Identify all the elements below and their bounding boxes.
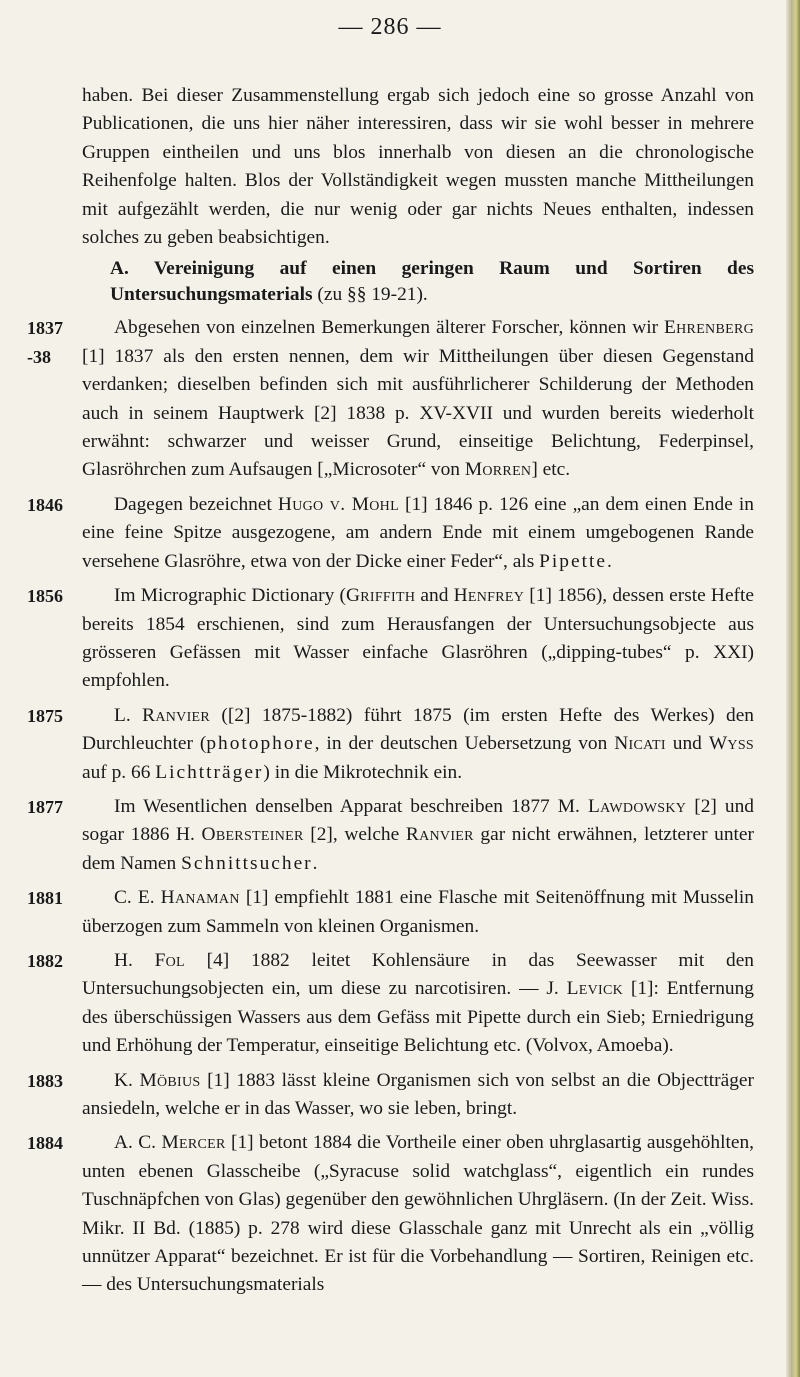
entry-text-run: gar nicht erwähnen, letzterer unter dem Namen [82, 824, 755, 874]
author-name: Levick [566, 978, 624, 1000]
entry-text-run: und [665, 733, 709, 755]
entry-text-run: . [312, 852, 318, 874]
entry-text [82, 793, 754, 878]
author-name: Nicati [614, 733, 666, 755]
entry-1877 [27, 793, 755, 878]
entry-text [82, 947, 754, 1061]
entry-1875 [27, 702, 754, 787]
section-ref: (zu §§ 19-21). [317, 284, 428, 306]
entry-text-run: Im Wesentlichen denselben Apparat beschreiben 1877 M. [114, 795, 588, 817]
entry-text-run: Abgesehen von einzelnen Bemerkungen älterer Forscher, können wir [114, 317, 664, 339]
entry-text [82, 314, 754, 484]
entry-text-run: ) in die Mikrotechnik ein. [263, 761, 463, 783]
entry-text-run: [1] 1837 als den ersten nennen, dem wir Mittheilungen über diesen Gegenstand verdanken; dieselben befinden sich mit ausführlicherer Schilderung der Methoden auch in seinem Hauptwerk [2] 1838 p. XV-XVII und wurden bereits wiederholt erwähnt: schwarzer und weisser Grund, einseitige Belichtung, Federpinsel, Glasröhrchen zum Aufsaugen [„Microsoter“ von [82, 345, 754, 481]
author-name: Wyss [708, 733, 754, 755]
author-name: Hugo v. Mohl [277, 493, 399, 515]
entry-text-run: [1] betont 1884 die Vortheile einer oben uhrglasartig ausgehöhlten, unten ebenen Glasscheibe („Syracuse solid watchglass“, eigentlich ein rundes Tuschnäpfchen von Glas) gegenüber den gewöhnlichen Uhrgläsern. (In der Zeit. Wiss. Mikr. II Bd. (1885) p. 278 wird diese Glasschale ganz mit Unrecht als ein „völlig unnützer Apparat“ bezeichnet. Er ist für die Vorbehandlung — Sortiren, Reinigen etc. — des Untersuchungsmaterials [82, 1132, 754, 1296]
entry-text-run: [2], welche [303, 824, 406, 846]
entry-text-run: [4] 1882 leitet Kohlensäure in das Seewasser mit den Untersuchungsobjecten ein, um diese zu narcotisiren. — J. [82, 949, 754, 1000]
author-name: Hanaman [160, 887, 240, 909]
entry-text [82, 1129, 754, 1299]
entries-list [27, 314, 755, 1299]
intro-paragraph: haben. Bei dieser Zusammenstellung ergab sich jedoch eine so grosse Anzahl von Publicationen, die uns hier näher interessiren, dass wir sie wohl besser in mehrere Gruppen eintheilen und uns blos innerhalb von diesen an die chronologische Reihenfolge halten. Blos der Vollständigkeit wegen mussten manche Mittheilungen mit aufgezählt werden, die nur wenig oder gar nichts Neues enthalten, indessen solches zu geben beabsichtigen. [82, 85, 754, 249]
entry-year: 1884 [27, 1133, 63, 1154]
author-name: Fol [154, 949, 185, 971]
entry-year: 1881 [27, 888, 63, 909]
author-name: Möbius [139, 1069, 201, 1091]
entry-text [82, 702, 754, 787]
section-title: A. Vereinigung auf einen geringen Raum und Sortiren des Untersuchungsmaterials [110, 258, 754, 306]
entry-text-run: auf p. 66 [82, 761, 156, 783]
entry-text-run: [1]: Entfernung des überschüssigen Wassers aus dem Gefäss mit Pipette durch ein Sieb; Erniedrigung und Erhöhung der Temperatur, einseitige Belichtung etc. (Volvox, Amoeba). [82, 978, 755, 1057]
author-name: Ranvier [405, 824, 474, 846]
entry-text-run: [1] empfiehlt 1881 eine Flasche mit Seitenöffnung mit Musselin überzogen zum Sammeln von kleinen Organismen. [82, 887, 755, 937]
spaced-term: photophore [206, 733, 315, 755]
entry-text-run: C. E. [114, 887, 161, 909]
entry-text-run: , in der deutschen Uebersetzung von [314, 733, 615, 755]
spaced-term: Lichtträger [155, 761, 264, 783]
entry-1882 [27, 947, 755, 1061]
author-name: Ehrenberg [664, 317, 754, 339]
body-text [27, 82, 755, 1300]
entry-text-run: L. [114, 704, 143, 726]
entry-year: 1875 [27, 705, 63, 726]
entry-year: 1882 [27, 950, 63, 971]
entry-text [82, 884, 754, 941]
author-name: Henfrey [453, 585, 525, 607]
entry-year: 1837 -38 [27, 318, 63, 367]
entry-text [82, 582, 754, 696]
author-name: Ranvier [142, 704, 211, 726]
entry-year: 1856 [27, 586, 63, 607]
entry-text-run: Im Micrographic Dictionary ( [114, 585, 346, 607]
entry-text-run: ] etc. [531, 459, 571, 481]
author-name: Griffith [345, 585, 416, 607]
entry-text [82, 1067, 754, 1124]
entry-text-run: ([2] 1875-1882) führt 1875 (im ersten Hefte des Werkes) den Durchleuchter ( [82, 704, 754, 755]
entry-text-run: K. [114, 1069, 140, 1091]
entry-year: 1877 [27, 796, 63, 817]
section-heading [82, 256, 754, 308]
spaced-term: Schnittsucher [181, 852, 313, 874]
entry-1856 [27, 582, 754, 696]
page-number: — 286 — [338, 14, 442, 40]
entry-text-run: [2] und sogar 1886 H. [82, 795, 754, 846]
entry-year: 1883 [27, 1070, 63, 1091]
author-name: Mercer [161, 1132, 226, 1154]
spaced-term: Pipette [539, 550, 607, 572]
entry-1883 [27, 1067, 754, 1124]
entry-text-run: [1] 1846 p. 126 eine „an dem einen Ende in eine feine Spitze ausgezogene, am andern Ende mit einem umgebogenen Rande versehene Glasröhre, etwa von der Dicke einer Feder“, als [82, 493, 754, 572]
entry-1846 [27, 491, 754, 576]
author-name: Lawdowsky [587, 795, 687, 817]
entry-1884 [27, 1129, 754, 1299]
entry-1881 [27, 884, 755, 941]
entry-text-run: . [606, 550, 612, 572]
entry-text [82, 491, 754, 576]
author-name: Obersteiner [201, 824, 304, 846]
author-name: Morren [464, 459, 532, 481]
entry-text-run: A. C. [114, 1132, 162, 1154]
entry-text-run: Dagegen bezeichnet [114, 493, 278, 515]
entry-text-run: H. [114, 949, 155, 971]
entry-text-run: and [415, 585, 454, 607]
page-edge [786, 0, 800, 1377]
entry-year: 1846 [27, 494, 63, 515]
entry-1837-38 [27, 314, 754, 484]
entry-text-run: [1] 1883 lässt kleine Organismen sich von selbst an die Objectträger ansiedeln, welche er in das Wasser, wo sie leben, bringt. [82, 1069, 754, 1119]
entry-text-run: [1] 1856), dessen erste Hefte bereits 1854 erschienen, sind zum Herausfangen der Untersuchungsobjecte aus grösseren Gefässen mit Wasser einfache Glasröhren („dipping-tubes“ p. XXI) empfohlen. [82, 585, 754, 692]
